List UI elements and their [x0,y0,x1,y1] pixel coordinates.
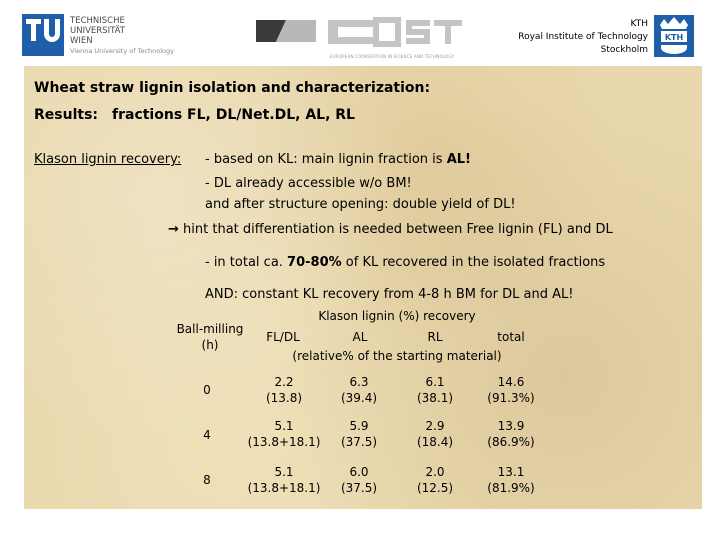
table-cell: (37.5) [340,481,378,495]
table-cell-h: 8 [203,473,211,487]
table-cell: 13.9 [497,419,525,433]
table-col-fldl: FL/DL [266,330,300,344]
table-cell: 2.0 [425,465,445,479]
table-cell: (81.9%) [487,481,535,495]
table-cell: (18.4) [416,435,454,449]
table-col-al: AL [352,330,368,344]
slide-header [0,0,720,66]
results-label: Results: [34,107,98,123]
table-cell: 2.9 [425,419,445,433]
table-cell: 5.1 [274,465,294,479]
table-cell: (37.5) [340,435,378,449]
bullet-double-yield: and after structure opening: double yield of DL! [205,197,516,212]
bullet-main-fraction: - based on KL: main lignin fraction is AL! [205,152,471,167]
table-group-header: Klason lignin (%) recovery [318,309,476,323]
table-col-total: total [497,330,525,344]
tu-wien-name: TECHNISCHE UNIVERSITÄT WIEN Vienna University of Technology [70,16,174,55]
bullet-constant-recovery: AND: constant KL recovery from 4-8 h BM for DL and AL! [205,287,574,302]
bullet-hint-differentiation: → hint that differentiation is needed between Free lignin (FL) and DL [168,222,613,237]
table-cell: 6.1 [425,375,445,389]
table-cell: (13.8+18.1) [247,481,321,495]
arrow-icon: → [168,222,179,237]
kth-logo [654,15,694,57]
table-cell-h: 0 [203,383,211,397]
table-rowhead-line2: (h) [201,338,219,352]
table-rowhead-line1: Ball-milling [176,322,244,336]
table-cell: (86.9%) [487,435,535,449]
table-cell: 2.2 [274,375,294,389]
table-cell: (38.1) [416,391,454,405]
table-cell: 6.3 [349,375,369,389]
table-subnote: (relative% of the starting material) [292,349,502,363]
bullet-total-recovery: - in total ca. 70-80% of KL recovered in the isolated fractions [205,255,606,270]
table-cell: 5.1 [274,419,294,433]
bullet-dl-accessible: - DL already accessible w/o BM! [205,176,412,191]
table-cell: (13.8) [265,391,303,405]
svg-text:KTH: KTH [664,33,684,42]
klason-label: Klason lignin recovery: [34,152,182,167]
table-cell: (39.4) [340,391,378,405]
table-cell: 6.0 [349,465,369,479]
table-cell: 5.9 [349,419,369,433]
table-cell: 13.1 [497,465,525,479]
table-cell: (13.8+18.1) [247,435,321,449]
table-cell: (12.5) [416,481,454,495]
slide-title: Wheat straw lignin isolation and characterization: [34,80,431,96]
table-cell-h: 4 [203,428,211,442]
tu-wien-logo [22,14,64,56]
results-text: fractions FL, DL/Net.DL, AL, RL [112,107,355,123]
cost-tagline: EUROPEAN COOPERATION IN SCIENCE AND TECHNOLOGY [330,54,455,59]
kth-name: KTH Royal Institute of Technology Stockholm [518,19,648,55]
table-cell: (91.3%) [487,391,535,405]
table-cell: 14.6 [497,375,525,389]
table-col-rl: RL [427,330,443,344]
